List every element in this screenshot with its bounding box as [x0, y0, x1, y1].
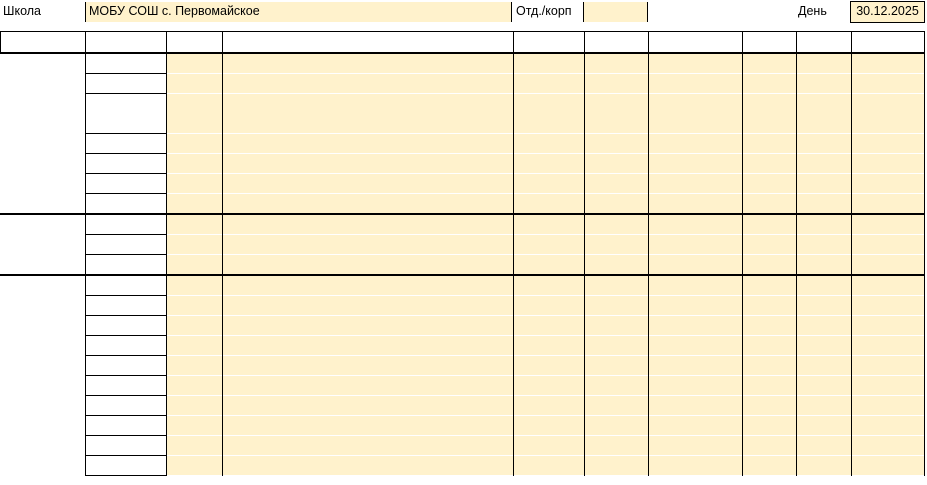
cell-kcal[interactable] [649, 456, 742, 475]
cell-fat[interactable] [797, 215, 851, 234]
grid-line [742, 31, 743, 476]
cell-recipe[interactable] [167, 215, 222, 234]
cell-recipe[interactable] [167, 416, 222, 435]
cell-section[interactable] [86, 134, 166, 153]
cell-section[interactable] [86, 74, 166, 93]
cell-section[interactable] [86, 174, 166, 193]
cell-dish[interactable] [223, 134, 513, 153]
cell-fat[interactable] [797, 276, 851, 295]
cell-dish[interactable] [223, 255, 513, 274]
cell-section[interactable] [86, 456, 166, 475]
grid-line [513, 31, 514, 476]
cell-protein[interactable] [743, 154, 796, 173]
cell-dish[interactable] [223, 416, 513, 435]
cell-meal [1, 396, 85, 415]
cell-fat[interactable] [797, 376, 851, 395]
cell-kcal[interactable] [649, 154, 742, 173]
cell-dish[interactable] [223, 296, 513, 315]
cell-carbs[interactable] [852, 94, 924, 133]
cell-carbs[interactable] [852, 235, 924, 254]
date-cell[interactable]: 30.12.2025 [851, 2, 924, 22]
cell-kcal[interactable] [649, 356, 742, 375]
cell-fat[interactable] [797, 436, 851, 455]
column-header-price [585, 32, 648, 52]
cell-protein[interactable] [743, 396, 796, 415]
cell-fat[interactable] [797, 456, 851, 475]
cell-carbs[interactable] [852, 356, 924, 375]
cell-protein[interactable] [743, 376, 796, 395]
cell-yield[interactable] [514, 316, 584, 335]
cell-fat[interactable] [797, 94, 851, 133]
grid-line [851, 31, 852, 476]
cell-dish[interactable] [223, 356, 513, 375]
cell-dish[interactable] [223, 154, 513, 173]
grid-line [166, 31, 167, 476]
cell-protein[interactable] [743, 316, 796, 335]
cell-meal [1, 376, 85, 395]
cell-kcal[interactable] [649, 174, 742, 193]
cell-meal [1, 456, 85, 475]
cell-meal [1, 436, 85, 455]
cell-fat[interactable] [797, 336, 851, 355]
cell-yield[interactable] [514, 235, 584, 254]
cell-kcal[interactable] [649, 416, 742, 435]
cell-price[interactable] [585, 154, 648, 173]
cell-dish[interactable] [223, 336, 513, 355]
cell-dish[interactable] [223, 54, 513, 73]
cell-dish[interactable] [223, 396, 513, 415]
cell-price[interactable] [585, 396, 648, 415]
cell-fat[interactable] [797, 396, 851, 415]
cell-protein[interactable] [743, 74, 796, 93]
cell-kcal[interactable] [649, 336, 742, 355]
grid-line [796, 31, 797, 476]
cell-section[interactable] [86, 235, 166, 254]
cell-dish[interactable] [223, 215, 513, 234]
cell-carbs[interactable] [852, 215, 924, 234]
grid-line [924, 31, 925, 476]
column-header-kcal [649, 32, 742, 52]
cell-yield[interactable] [514, 416, 584, 435]
day-label: День [798, 4, 827, 18]
cell-recipe[interactable] [167, 235, 222, 254]
column-header-yield [514, 32, 584, 52]
cell-dish[interactable] [223, 94, 513, 133]
cell-meal [1, 215, 85, 234]
cell-section[interactable] [86, 376, 166, 395]
cell-fat[interactable] [797, 74, 851, 93]
column-header-carbs [852, 32, 924, 52]
cell-price[interactable] [585, 296, 648, 315]
column-header-fat [797, 32, 851, 52]
column-header-recipe [167, 32, 222, 52]
cell-protein[interactable] [743, 134, 796, 153]
cell-carbs[interactable] [852, 154, 924, 173]
cell-section[interactable] [86, 255, 166, 274]
cell-yield[interactable] [514, 255, 584, 274]
cell-kcal[interactable] [649, 255, 742, 274]
cell-carbs[interactable] [852, 296, 924, 315]
cell-yield[interactable] [514, 336, 584, 355]
cell-dish[interactable] [223, 276, 513, 295]
cell-protein[interactable] [743, 356, 796, 375]
cell-recipe[interactable] [167, 336, 222, 355]
cell-fat[interactable] [797, 54, 851, 73]
cell-price[interactable] [585, 336, 648, 355]
cell-protein[interactable] [743, 94, 796, 133]
cell-recipe[interactable] [167, 456, 222, 475]
cell-carbs[interactable] [852, 194, 924, 213]
cell-recipe[interactable] [167, 276, 222, 295]
cell-price[interactable] [585, 194, 648, 213]
cell-meal [1, 316, 85, 335]
school-name-cell[interactable]: МОБУ СОШ с. Первомайское [86, 2, 511, 22]
cell-dish[interactable] [223, 235, 513, 254]
cell-yield[interactable] [514, 194, 584, 213]
cell-yield[interactable] [514, 215, 584, 234]
cell-protein[interactable] [743, 336, 796, 355]
cell-carbs[interactable] [852, 174, 924, 193]
cell-recipe[interactable] [167, 194, 222, 213]
cell-recipe[interactable] [167, 296, 222, 315]
cell-kcal[interactable] [649, 215, 742, 234]
cell-recipe[interactable] [167, 255, 222, 274]
cell-dish[interactable] [223, 174, 513, 193]
cell-recipe[interactable] [167, 436, 222, 455]
cell-recipe[interactable] [167, 376, 222, 395]
cell-recipe[interactable] [167, 356, 222, 375]
cell-price[interactable] [585, 276, 648, 295]
cell-price[interactable] [585, 54, 648, 73]
cell-recipe[interactable] [167, 94, 222, 133]
cell-fat[interactable] [797, 296, 851, 315]
cell-yield[interactable] [514, 54, 584, 73]
grid-line [647, 2, 648, 22]
cell-meal [1, 94, 85, 133]
cell-carbs[interactable] [852, 276, 924, 295]
cell-yield[interactable] [514, 94, 584, 133]
grid-line [0, 31, 1, 53]
cell-meal [1, 276, 85, 295]
cell-recipe[interactable] [167, 316, 222, 335]
grid-line [85, 31, 86, 476]
cell-fat[interactable] [797, 194, 851, 213]
cell-section[interactable] [86, 296, 166, 315]
cell-kcal[interactable] [649, 134, 742, 153]
cell-price[interactable] [585, 94, 648, 133]
cell-price[interactable] [585, 134, 648, 153]
cell-section[interactable] [86, 436, 166, 455]
cell-carbs[interactable] [852, 456, 924, 475]
cell-fat[interactable] [797, 316, 851, 335]
cell-fat[interactable] [797, 235, 851, 254]
cell-price[interactable] [585, 316, 648, 335]
cell-protein[interactable] [743, 235, 796, 254]
cell-protein[interactable] [743, 276, 796, 295]
cell-meal [1, 296, 85, 315]
cell-kcal[interactable] [649, 376, 742, 395]
column-header-dish [223, 32, 513, 52]
cell-section[interactable] [86, 54, 166, 73]
cell-price[interactable] [585, 235, 648, 254]
cell-carbs[interactable] [852, 134, 924, 153]
cell-protein[interactable] [743, 255, 796, 274]
cell-meal [1, 154, 85, 173]
cell-meal [1, 134, 85, 153]
cell-price[interactable] [585, 376, 648, 395]
cell-kcal[interactable] [649, 396, 742, 415]
cell-fat[interactable] [797, 416, 851, 435]
cell-price[interactable] [585, 174, 648, 193]
cell-section[interactable] [86, 215, 166, 234]
column-header-section [86, 32, 166, 52]
cell-yield[interactable] [514, 396, 584, 415]
cell-price[interactable] [585, 436, 648, 455]
cell-price[interactable] [585, 456, 648, 475]
cell-fat[interactable] [797, 255, 851, 274]
cell-price[interactable] [585, 356, 648, 375]
cell-section[interactable] [86, 316, 166, 335]
grid-line [0, 31, 924, 32]
cell-kcal[interactable] [649, 316, 742, 335]
cell-yield[interactable] [514, 356, 584, 375]
cell-carbs[interactable] [852, 416, 924, 435]
cell-recipe[interactable] [167, 54, 222, 73]
grid-line [583, 2, 584, 22]
cell-yield[interactable] [514, 456, 584, 475]
cell-carbs[interactable] [852, 336, 924, 355]
grid-line [511, 2, 512, 22]
cell-carbs[interactable] [852, 316, 924, 335]
cell-fat[interactable] [797, 174, 851, 193]
cell-protein[interactable] [743, 416, 796, 435]
grid-line [648, 31, 649, 476]
cell-section[interactable] [86, 276, 166, 295]
cell-carbs[interactable] [852, 396, 924, 415]
cell-price[interactable] [585, 215, 648, 234]
cell-carbs[interactable] [852, 376, 924, 395]
cell-yield[interactable] [514, 154, 584, 173]
cell-dish[interactable] [223, 456, 513, 475]
cell-meal [1, 356, 85, 375]
school-label: Школа [3, 4, 41, 18]
cell-dish[interactable] [223, 376, 513, 395]
cell-kcal[interactable] [649, 194, 742, 213]
cell-carbs[interactable] [852, 74, 924, 93]
column-header-meal [1, 32, 85, 52]
column-header-protein [743, 32, 796, 52]
cell-section[interactable] [86, 194, 166, 213]
cell-protein[interactable] [743, 296, 796, 315]
cell-fat[interactable] [797, 134, 851, 153]
cell-recipe[interactable] [167, 396, 222, 415]
grid-line [85, 2, 86, 22]
grid-line [222, 31, 223, 476]
cell-recipe[interactable] [167, 74, 222, 93]
cell-section[interactable] [86, 396, 166, 415]
cell-kcal[interactable] [649, 94, 742, 133]
cell-meal [1, 336, 85, 355]
grid-line [85, 475, 166, 476]
cell-carbs[interactable] [852, 436, 924, 455]
cell-yield[interactable] [514, 436, 584, 455]
cell-meal [1, 416, 85, 435]
cell-recipe[interactable] [167, 154, 222, 173]
cell-carbs[interactable] [852, 54, 924, 73]
cell-price[interactable] [585, 416, 648, 435]
cell-yield[interactable] [514, 296, 584, 315]
cell-carbs[interactable] [852, 255, 924, 274]
cell-dish[interactable] [223, 316, 513, 335]
cell-protein[interactable] [743, 174, 796, 193]
cell-section[interactable] [86, 154, 166, 173]
branch-label: Отд./корп [516, 4, 572, 18]
branch-cell[interactable] [584, 2, 647, 22]
cell-protein[interactable] [743, 436, 796, 455]
cell-kcal[interactable] [649, 235, 742, 254]
cell-protein[interactable] [743, 215, 796, 234]
cell-protein[interactable] [743, 54, 796, 73]
cell-kcal[interactable] [649, 54, 742, 73]
cell-dish[interactable] [223, 74, 513, 93]
cell-section[interactable] [86, 94, 166, 133]
cell-yield[interactable] [514, 174, 584, 193]
cell-protein[interactable] [743, 456, 796, 475]
cell-kcal[interactable] [649, 276, 742, 295]
cell-section[interactable] [86, 416, 166, 435]
cell-protein[interactable] [743, 194, 796, 213]
cell-price[interactable] [585, 74, 648, 93]
cell-yield[interactable] [514, 134, 584, 153]
cell-meal [1, 194, 85, 213]
cell-price[interactable] [585, 255, 648, 274]
cell-fat[interactable] [797, 154, 851, 173]
cell-section[interactable] [86, 336, 166, 355]
cell-yield[interactable] [514, 376, 584, 395]
cell-yield[interactable] [514, 74, 584, 93]
cell-recipe[interactable] [167, 134, 222, 153]
cell-yield[interactable] [514, 276, 584, 295]
cell-meal [1, 54, 85, 73]
cell-fat[interactable] [797, 356, 851, 375]
cell-meal [1, 255, 85, 274]
cell-kcal[interactable] [649, 436, 742, 455]
grid-line [584, 31, 585, 476]
cell-dish[interactable] [223, 194, 513, 213]
cell-recipe[interactable] [167, 174, 222, 193]
cell-meal [1, 74, 85, 93]
cell-meal [1, 235, 85, 254]
cell-kcal[interactable] [649, 74, 742, 93]
cell-dish[interactable] [223, 436, 513, 455]
cell-section[interactable] [86, 356, 166, 375]
cell-kcal[interactable] [649, 296, 742, 315]
cell-meal [1, 174, 85, 193]
